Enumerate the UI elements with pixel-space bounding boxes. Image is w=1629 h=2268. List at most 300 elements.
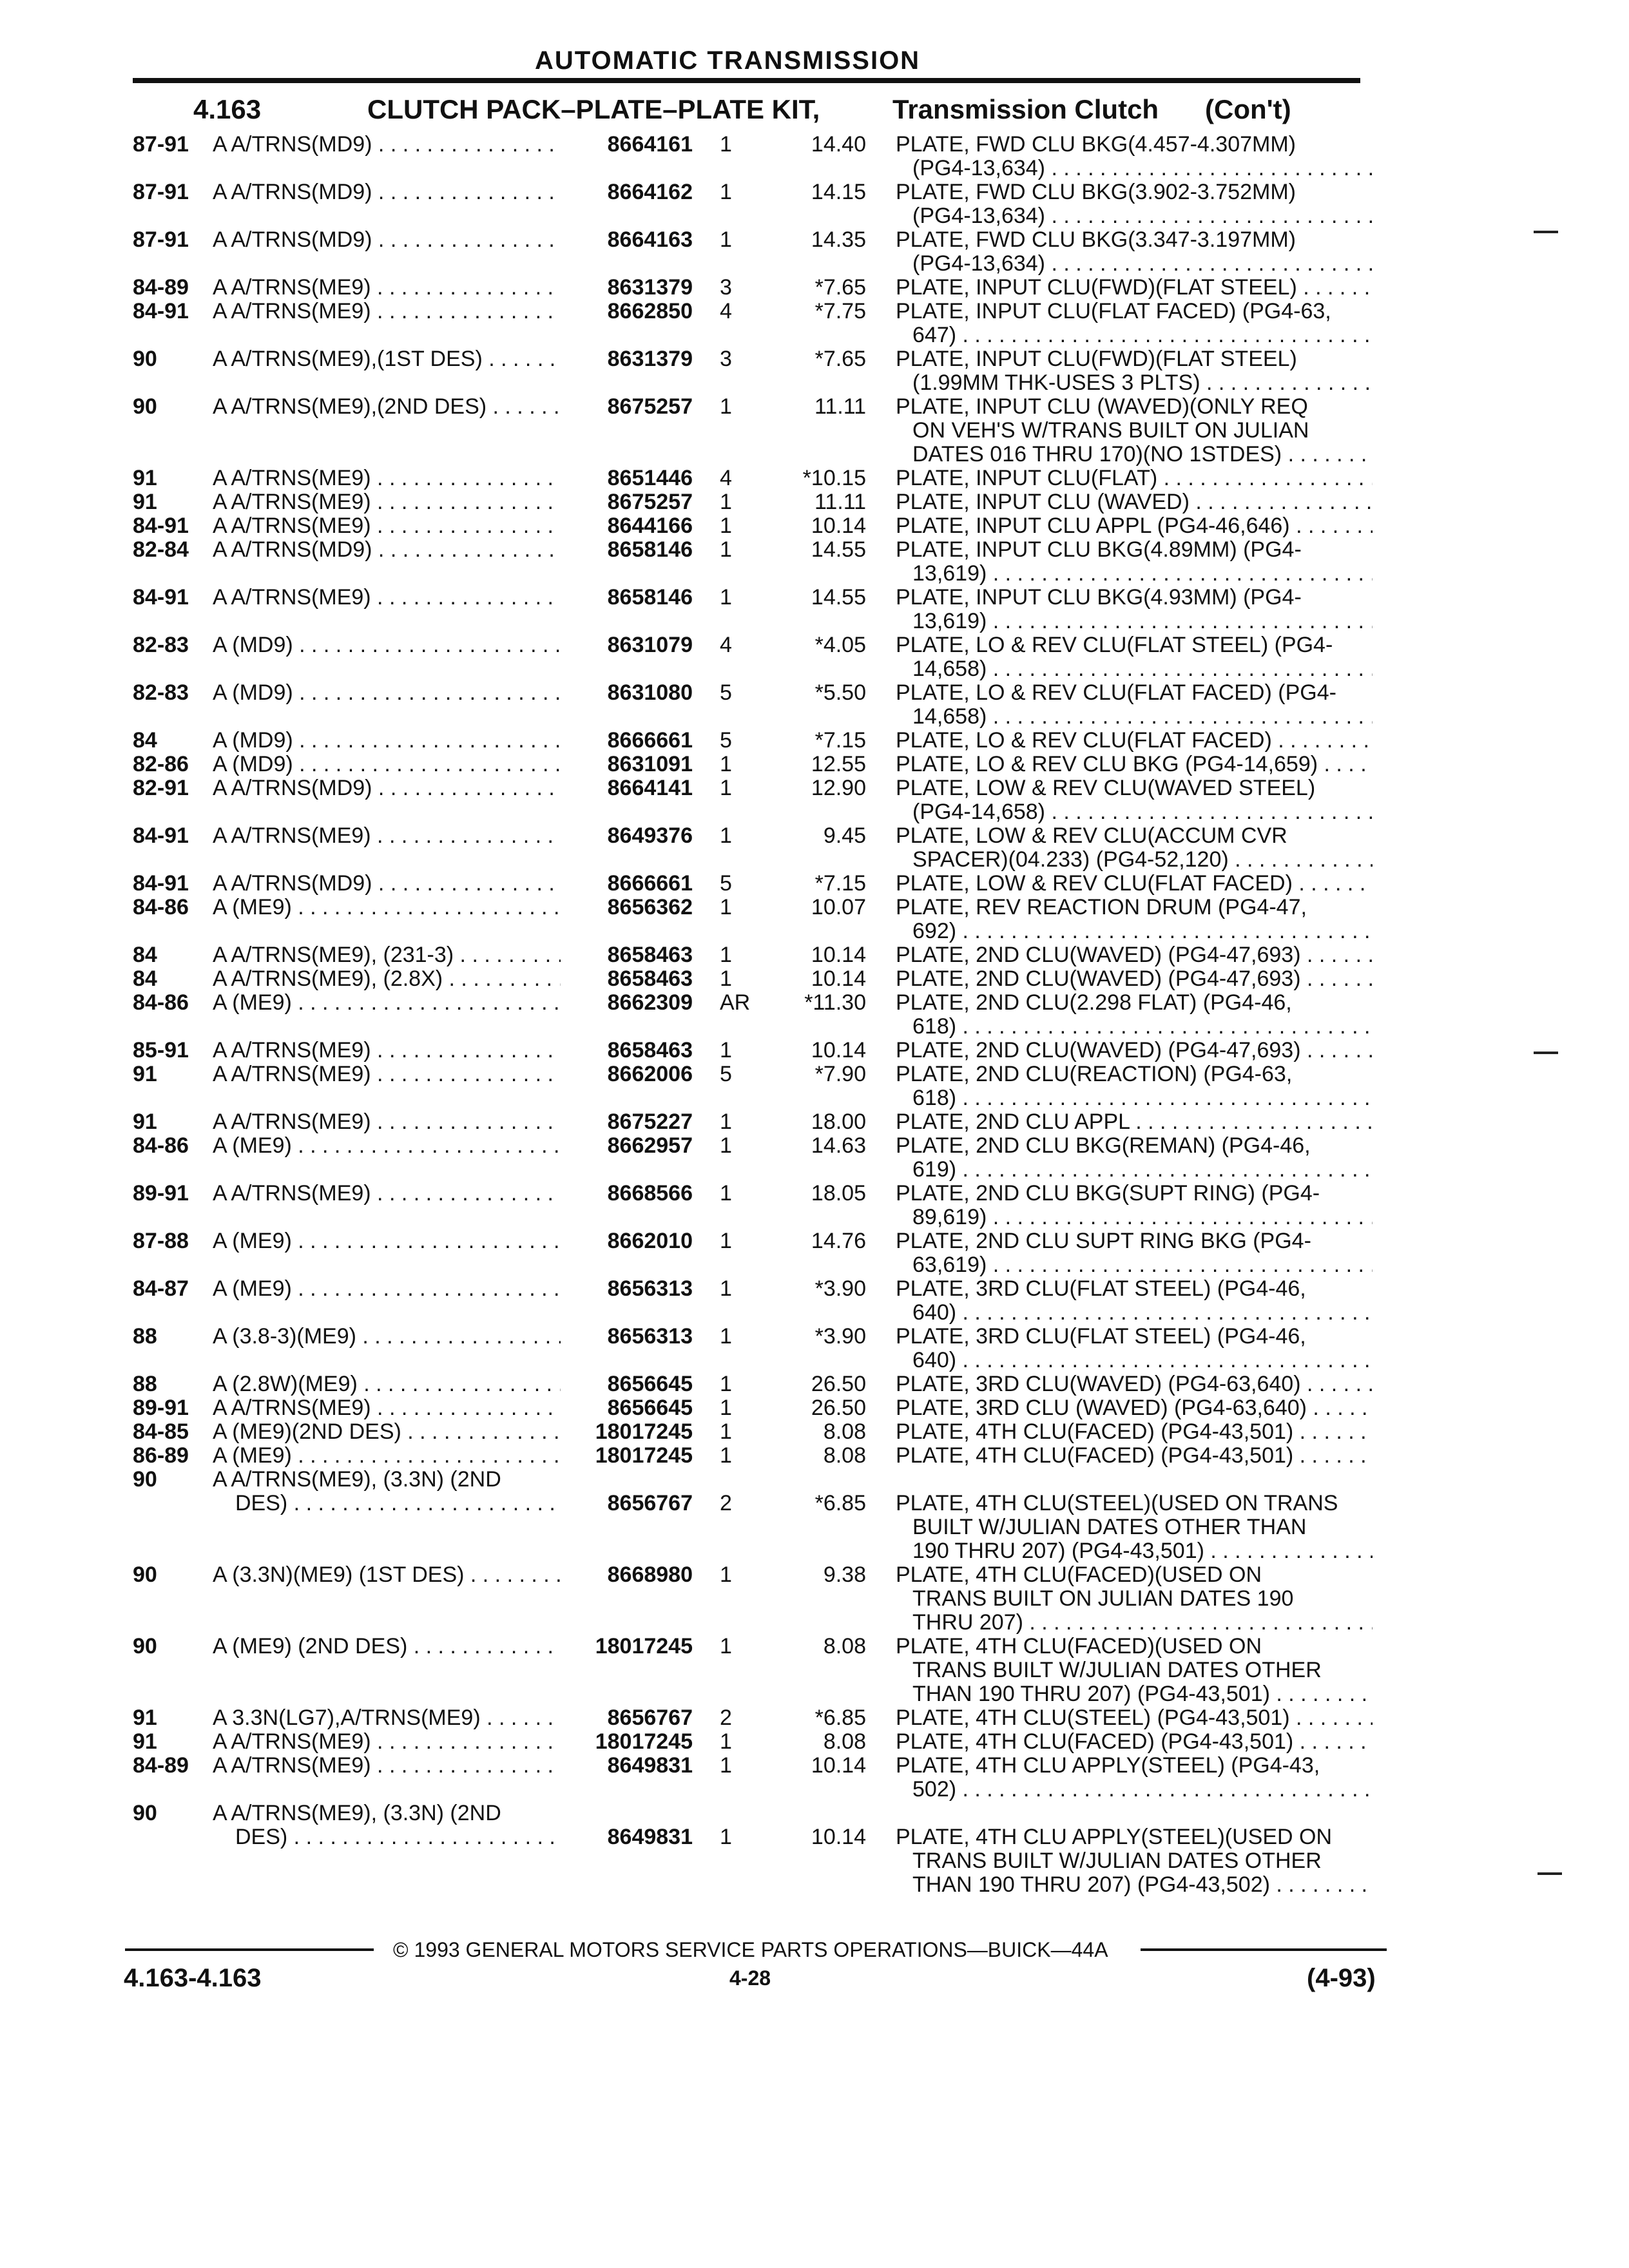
description-line: THAN 190 THRU 207) (PG4-43,501) . . . [896, 1682, 1373, 1706]
price: 9.38 [823, 1562, 866, 1587]
description-line: PLATE, LOW & REV CLU(WAVED STEEL) [896, 776, 1316, 800]
description [896, 395, 1373, 466]
application-line: A A/TRNS(ME9) . . . [213, 586, 561, 610]
part-number: 8656645 [607, 1396, 693, 1420]
description [896, 1277, 1373, 1325]
application-line: A A/TRNS(ME9) . . . [213, 824, 561, 848]
description [896, 991, 1373, 1039]
section-subtitle: Transmission Clutch [892, 94, 1159, 124]
application-line: A A/TRNS(ME9) . . . [213, 1754, 561, 1778]
price: 12.90 [811, 776, 866, 800]
footer-rule-right [1141, 1948, 1387, 1951]
part-number: 8658146 [607, 585, 693, 610]
footer-date: (4-93) [1307, 1964, 1376, 1992]
part-row [0, 228, 1629, 276]
price: *6.85 [815, 1491, 866, 1515]
model-year: 91 [133, 1729, 157, 1754]
description-line: (PG4-14,658) . . . [896, 800, 1373, 824]
part-row [0, 395, 1629, 466]
description-line: SPACER)(04.233) (PG4-52,120) . . . [896, 848, 1373, 872]
part-row [0, 1635, 1629, 1706]
description-line: PLATE, LO & REV CLU(FLAT STEEL) (PG4- [896, 633, 1333, 657]
application-line: A A/TRNS(ME9) . . . [213, 1730, 561, 1754]
description-line: PLATE, 2ND CLU BKG(SUPT RING) (PG4- [896, 1182, 1320, 1206]
description-line: PLATE, 2ND CLU APPL . . . [896, 1110, 1373, 1134]
part-number: 8649376 [607, 823, 693, 848]
price: 12.55 [811, 752, 866, 776]
part-number: 8664141 [607, 776, 693, 800]
description-line: 692) . . . [896, 919, 1373, 943]
part-row [0, 490, 1629, 514]
part-number: 8656313 [607, 1276, 693, 1301]
description [896, 1706, 1373, 1730]
footer-copyright: © 1993 GENERAL MOTORS SERVICE PARTS OPERATIONS—BUICK—44A [393, 1938, 1108, 1961]
part-row [0, 1563, 1629, 1635]
application [213, 1182, 561, 1206]
application [213, 1468, 561, 1515]
model-year: 89-91 [133, 1181, 189, 1206]
application [213, 133, 561, 157]
part-row [0, 1754, 1629, 1802]
price: 14.76 [811, 1229, 866, 1253]
part-number: 8675257 [607, 490, 693, 514]
part-row [0, 538, 1629, 586]
part-row [0, 943, 1629, 967]
part-number: 8649831 [607, 1825, 693, 1849]
application-line: A A/TRNS(ME9) . . . [213, 1062, 561, 1086]
model-year: 91 [133, 1062, 157, 1086]
model-year: 84-87 [133, 1276, 189, 1301]
price: *4.05 [815, 633, 866, 657]
price: 14.35 [811, 227, 866, 252]
model-year: 82-86 [133, 752, 189, 776]
part-number: 8658463 [607, 943, 693, 967]
description-line: PLATE, 4TH CLU(FACED)(USED ON [896, 1635, 1262, 1658]
price: *11.30 [804, 990, 866, 1015]
part-number: 8675227 [607, 1110, 693, 1134]
description [896, 1492, 1373, 1563]
quantity: 4 [720, 466, 732, 490]
part-row [0, 896, 1629, 943]
quantity: 1 [720, 394, 732, 419]
application [213, 776, 561, 800]
application [213, 991, 561, 1015]
quantity: 3 [720, 347, 732, 371]
price: 10.14 [811, 1038, 866, 1062]
quantity: 1 [720, 1038, 732, 1062]
application [213, 1420, 561, 1444]
part-row [0, 967, 1629, 991]
application [213, 180, 561, 204]
quantity: 1 [720, 752, 732, 776]
part-row [0, 1396, 1629, 1420]
price: 8.08 [823, 1729, 866, 1754]
part-number: 8656362 [607, 895, 693, 919]
description-line: PLATE, INPUT CLU BKG(4.89MM) (PG4- [896, 538, 1302, 562]
description-line: PLATE, INPUT CLU(FLAT) . . . [896, 466, 1373, 490]
application-line: A (2.8W)(ME9) . . . [213, 1372, 561, 1396]
quantity: 1 [720, 1181, 732, 1206]
price: 8.08 [823, 1634, 866, 1658]
application [213, 943, 561, 967]
part-row [0, 133, 1629, 180]
description-line: PLATE, 4TH CLU(FACED)(USED ON [896, 1563, 1262, 1587]
application [213, 395, 561, 419]
part-row [0, 1420, 1629, 1444]
application-line: A (ME9) . . . [213, 1444, 561, 1468]
application-line: A A/TRNS(ME9), (3.3N) (2ND [213, 1468, 501, 1492]
model-year: 90 [133, 394, 157, 419]
price: 14.55 [811, 585, 866, 610]
description [896, 967, 1373, 991]
application [213, 967, 561, 991]
description-line: (PG4-13,634) . . . [896, 252, 1373, 276]
quantity: 1 [720, 537, 732, 562]
quantity: 1 [720, 1825, 732, 1849]
description-line: 619) . . . [896, 1158, 1373, 1182]
quantity: 2 [720, 1706, 732, 1730]
model-year: 82-91 [133, 776, 189, 800]
part-number: 8656767 [607, 1491, 693, 1515]
description-line: PLATE, 3RD CLU (WAVED) (PG4-63,640) . . . [896, 1396, 1373, 1420]
application-line: DES) . . . [213, 1492, 561, 1515]
part-number: 8666661 [607, 871, 693, 896]
quantity: 1 [720, 1110, 732, 1134]
description-line: PLATE, FWD CLU BKG(4.457-4.307MM) [896, 133, 1296, 157]
section-title: CLUTCH PACK–PLATE–PLATE KIT, [367, 94, 820, 124]
model-year: 84-89 [133, 275, 189, 300]
price: 10.14 [811, 966, 866, 991]
description-line: PLATE, 4TH CLU(FACED) (PG4-43,501) . . . [896, 1730, 1373, 1754]
price: *10.15 [802, 466, 866, 490]
description-line: PLATE, INPUT CLU(FWD)(FLAT STEEL) [896, 347, 1297, 371]
description-line: 190 THRU 207) (PG4-43,501) . . . [896, 1539, 1373, 1563]
part-number: 18017245 [595, 1419, 693, 1444]
price: *7.15 [815, 871, 866, 896]
part-number: 18017245 [595, 1634, 693, 1658]
description [896, 1134, 1373, 1182]
description [896, 1730, 1373, 1754]
part-row [0, 1706, 1629, 1730]
part-row [0, 180, 1629, 228]
price: 14.40 [811, 132, 866, 157]
part-row [0, 1277, 1629, 1325]
description [896, 1563, 1373, 1635]
model-year: 84-89 [133, 1753, 189, 1778]
description-line: 502) . . . [896, 1778, 1373, 1802]
part-row [0, 991, 1629, 1039]
description-line: PLATE, 2ND CLU BKG(REMAN) (PG4-46, [896, 1134, 1311, 1158]
model-year: 84-85 [133, 1419, 189, 1444]
application-line: A A/TRNS(ME9) . . . [213, 1039, 561, 1062]
description-line: PLATE, 2ND CLU(WAVED) (PG4-47,693) . . . [896, 967, 1373, 991]
description [896, 180, 1373, 228]
price: 8.08 [823, 1443, 866, 1468]
model-year: 87-91 [133, 132, 189, 157]
description-line: PLATE, LOW & REV CLU(FLAT FACED) . . . [896, 872, 1373, 896]
application [213, 538, 561, 562]
application [213, 896, 561, 919]
application [213, 1039, 561, 1062]
description-line: 89,619) . . . [896, 1206, 1373, 1229]
description [896, 228, 1373, 276]
application [213, 1325, 561, 1349]
model-year: 91 [133, 466, 157, 490]
section-continued: (Con't) [1205, 94, 1291, 124]
application [213, 1563, 561, 1587]
part-number: 8631079 [607, 633, 693, 657]
description [896, 1325, 1373, 1372]
description-line: PLATE, 2ND CLU SUPT RING BKG (PG4- [896, 1229, 1311, 1253]
description [896, 824, 1373, 872]
price: 8.08 [823, 1419, 866, 1444]
model-year: 84-91 [133, 299, 189, 323]
model-year: 90 [133, 1467, 157, 1492]
description [896, 1420, 1373, 1444]
quantity: 1 [720, 895, 732, 919]
quantity: 5 [720, 1062, 732, 1086]
header-rule [133, 78, 1360, 83]
description-line: PLATE, 2ND CLU(WAVED) (PG4-47,693) . . . [896, 1039, 1373, 1062]
application-line: A A/TRNS(ME9) . . . [213, 1182, 561, 1206]
description-line: 63,619) . . . [896, 1253, 1373, 1277]
description-line: (PG4-13,634) . . . [896, 204, 1373, 228]
description-line: PLATE, 4TH CLU APPLY(STEEL)(USED ON [896, 1825, 1333, 1849]
model-year: 84 [133, 943, 157, 967]
description [896, 1396, 1373, 1420]
application [213, 347, 561, 371]
application [213, 1110, 561, 1134]
description [896, 466, 1373, 490]
price: 26.50 [811, 1372, 866, 1396]
part-number: 8651446 [607, 466, 693, 490]
description [896, 276, 1373, 300]
application-line: A (ME9) . . . [213, 896, 561, 919]
description-line: 14,658) . . . [896, 657, 1373, 681]
part-row [0, 514, 1629, 538]
quantity: 1 [720, 514, 732, 538]
description-line: TRANS BUILT W/JULIAN DATES OTHER [912, 1849, 1322, 1873]
quantity: 4 [720, 633, 732, 657]
model-year: 87-91 [133, 180, 189, 204]
quantity: 1 [720, 1729, 732, 1754]
part-number: 8656645 [607, 1372, 693, 1396]
part-row [0, 1444, 1629, 1468]
price: 10.14 [811, 1825, 866, 1849]
quantity: 5 [720, 728, 732, 753]
quantity: 1 [720, 1396, 732, 1420]
price: 10.14 [811, 1753, 866, 1778]
part-row [0, 1730, 1629, 1754]
price: 11.11 [814, 490, 866, 514]
application [213, 1730, 561, 1754]
model-year: 86-89 [133, 1443, 189, 1468]
application-line: A A/TRNS(MD9) . . . [213, 180, 561, 204]
application [213, 1635, 561, 1658]
part-number: 8631091 [607, 752, 693, 776]
quantity: 5 [720, 871, 732, 896]
price: 10.14 [811, 514, 866, 538]
application [213, 1062, 561, 1086]
application-line: A A/TRNS(ME9), (231-3) . . . [213, 943, 561, 967]
description [896, 300, 1373, 347]
description [896, 1635, 1373, 1706]
price: *3.90 [815, 1324, 866, 1349]
application [213, 1706, 561, 1730]
margin-tick [1534, 1052, 1558, 1054]
part-number: 8664162 [607, 180, 693, 204]
description-line: DATES 016 THRU 170)(NO 1STDES) . . . [896, 443, 1373, 466]
description [896, 586, 1373, 633]
description-line: 640) . . . [896, 1301, 1373, 1325]
part-row [0, 586, 1629, 633]
price: *3.90 [815, 1276, 866, 1301]
quantity: 1 [720, 1753, 732, 1778]
application-line: A (MD9) . . . [213, 633, 561, 657]
model-year: 84 [133, 728, 157, 753]
application-line: A A/TRNS(MD9) . . . [213, 133, 561, 157]
price: *7.15 [815, 728, 866, 753]
part-number: 8658463 [607, 1038, 693, 1062]
description-line: PLATE, 4TH CLU(STEEL)(USED ON TRANS [896, 1492, 1338, 1515]
application-line: A A/TRNS(ME9) . . . [213, 300, 561, 323]
application [213, 1444, 561, 1468]
quantity: 1 [720, 1562, 732, 1587]
part-row [0, 300, 1629, 347]
part-number: 8662010 [607, 1229, 693, 1253]
quantity: AR [720, 990, 751, 1015]
description-line: THAN 190 THRU 207) (PG4-43,502) . . . [896, 1873, 1373, 1897]
description [896, 729, 1373, 753]
application-line: A A/TRNS(ME9) . . . [213, 1396, 561, 1420]
description [896, 943, 1373, 967]
application [213, 681, 561, 705]
description-line: 618) . . . [896, 1086, 1373, 1110]
application [213, 300, 561, 323]
model-year: 88 [133, 1324, 157, 1349]
model-year: 84-86 [133, 1133, 189, 1158]
footer-page-number: 4-28 [729, 1966, 771, 1990]
part-row [0, 729, 1629, 753]
application-line: A (ME9) (2ND DES) . . . [213, 1635, 561, 1658]
part-row [0, 1062, 1629, 1110]
part-row [0, 776, 1629, 824]
description-line: PLATE, 3RD CLU(WAVED) (PG4-63,640) . . . [896, 1372, 1373, 1396]
application-line: A A/TRNS(ME9) . . . [213, 466, 561, 490]
description [896, 1062, 1373, 1110]
model-year: 91 [133, 1110, 157, 1134]
description [896, 1754, 1373, 1802]
application-line: A A/TRNS(ME9) . . . [213, 490, 561, 514]
model-year: 87-91 [133, 227, 189, 252]
part-number: 8662957 [607, 1133, 693, 1158]
application [213, 466, 561, 490]
margin-tick [1534, 231, 1558, 233]
part-number: 8658146 [607, 537, 693, 562]
description-line: PLATE, INPUT CLU(FWD)(FLAT STEEL) . . . [896, 276, 1373, 300]
application-line: DES) . . . [213, 1825, 561, 1849]
model-year: 90 [133, 1562, 157, 1587]
description [896, 872, 1373, 896]
application-line: A (ME9) . . . [213, 1229, 561, 1253]
application [213, 1372, 561, 1396]
quantity: 1 [720, 1634, 732, 1658]
part-row [0, 681, 1629, 729]
price: *5.50 [815, 680, 866, 705]
description-line: THRU 207) . . . [896, 1611, 1373, 1635]
price: *6.85 [815, 1706, 866, 1730]
application [213, 228, 561, 252]
application-line: A A/TRNS(MD9) . . . [213, 776, 561, 800]
model-year: 82-83 [133, 680, 189, 705]
margin-tick [1537, 1872, 1562, 1875]
quantity: 1 [720, 1133, 732, 1158]
description-line: PLATE, 2ND CLU(WAVED) (PG4-47,693) . . . [896, 943, 1373, 967]
description-line: PLATE, 4TH CLU(FACED) (PG4-43,501) . . . [896, 1444, 1373, 1468]
description-line: PLATE, 4TH CLU(STEEL) (PG4-43,501) . . . [896, 1706, 1373, 1730]
part-number: 8631080 [607, 680, 693, 705]
price: *7.65 [815, 347, 866, 371]
part-row [0, 1134, 1629, 1182]
application-line: A (MD9) . . . [213, 729, 561, 753]
price: 9.45 [823, 823, 866, 848]
model-year: 82-83 [133, 633, 189, 657]
price: 14.55 [811, 537, 866, 562]
part-number: 8631379 [607, 275, 693, 300]
description [896, 1110, 1373, 1134]
description-line: PLATE, LO & REV CLU BKG (PG4-14,659) . . . [896, 753, 1373, 776]
part-number: 8666661 [607, 728, 693, 753]
description-line: 618) . . . [896, 1015, 1373, 1039]
description-line: PLATE, 4TH CLU(FACED) (PG4-43,501) . . . [896, 1420, 1373, 1444]
application-line: A A/TRNS(ME9), (3.3N) (2ND [213, 1802, 501, 1825]
model-year: 89-91 [133, 1396, 189, 1420]
application-line: A A/TRNS(ME9) . . . [213, 1110, 561, 1134]
application-line: A (ME9)(2ND DES) . . . [213, 1420, 561, 1444]
part-row [0, 1468, 1629, 1563]
quantity: 1 [720, 1419, 732, 1444]
description [896, 753, 1373, 776]
application [213, 1229, 561, 1253]
model-year: 84-91 [133, 823, 189, 848]
description [896, 514, 1373, 538]
price: *7.75 [815, 299, 866, 323]
application-line: A A/TRNS(MD9) . . . [213, 872, 561, 896]
description-line: ON VEH'S W/TRANS BUILT ON JULIAN [912, 419, 1309, 443]
description-line: PLATE, REV REACTION DRUM (PG4-47, [896, 896, 1307, 919]
description [896, 1444, 1373, 1468]
description-line: TRANS BUILT ON JULIAN DATES 190 [912, 1587, 1294, 1611]
model-year: 85-91 [133, 1038, 189, 1062]
model-year: 88 [133, 1372, 157, 1396]
part-row [0, 633, 1629, 681]
part-number: 18017245 [595, 1729, 693, 1754]
model-year: 90 [133, 347, 157, 371]
application [213, 1754, 561, 1778]
description-line: TRANS BUILT W/JULIAN DATES OTHER [912, 1658, 1322, 1682]
application-line: A A/TRNS(ME9), (2.8X) . . . [213, 967, 561, 991]
application-line: A (3.3N)(ME9) (1ST DES) . . . [213, 1563, 561, 1587]
quantity: 1 [720, 823, 732, 848]
part-row [0, 276, 1629, 300]
part-row [0, 1039, 1629, 1062]
quantity: 1 [720, 227, 732, 252]
application [213, 276, 561, 300]
application [213, 586, 561, 610]
section-number: 4.163 [193, 94, 262, 124]
quantity: 1 [720, 132, 732, 157]
application-line: A (MD9) . . . [213, 681, 561, 705]
